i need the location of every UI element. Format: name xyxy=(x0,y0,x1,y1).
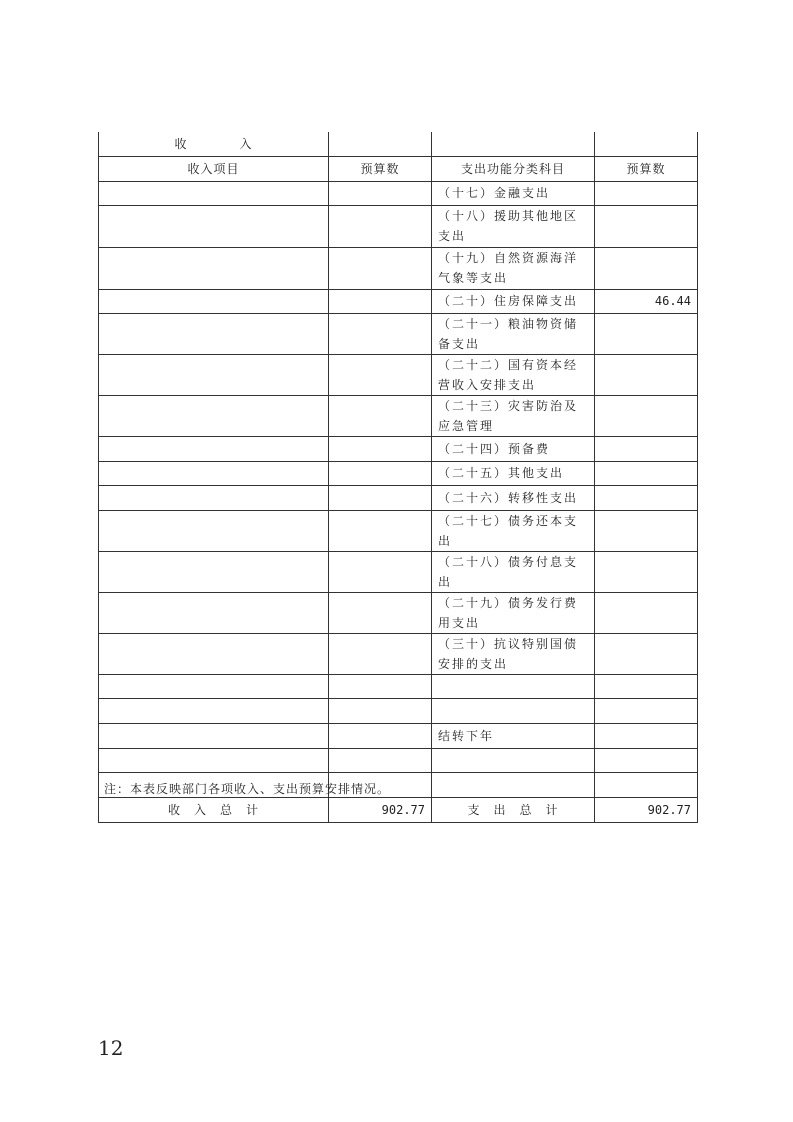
income-budget-cell xyxy=(329,313,432,354)
income-item-cell xyxy=(99,633,329,674)
expense-total-label: 支 出 总 计 xyxy=(432,797,595,822)
expense-function-cell: （三十）抗议特别国债安排的支出 xyxy=(432,633,595,674)
expense-budget-cell: 46.44 xyxy=(595,289,698,313)
expense-function-cell xyxy=(432,674,595,698)
page-number: 12 xyxy=(98,1036,124,1060)
income-budget-cell xyxy=(329,354,432,395)
expense-function-cell: （二十）住房保障支出 xyxy=(432,289,595,313)
table-row xyxy=(99,181,698,205)
table-row xyxy=(99,510,698,551)
expense-budget-cell xyxy=(595,723,698,748)
income-item-cell xyxy=(99,723,329,748)
expense-budget-cell xyxy=(595,354,698,395)
expense-total-value: 902.77 xyxy=(595,797,698,822)
income-total-value: 902.77 xyxy=(329,797,432,822)
income-budget-cell xyxy=(329,748,432,772)
table-row xyxy=(99,698,698,723)
income-item-cell xyxy=(99,181,329,205)
table-row xyxy=(99,485,698,510)
expense-budget-cell xyxy=(595,698,698,723)
expense-budget-cell xyxy=(595,772,698,797)
expense-function-cell xyxy=(432,698,595,723)
table-row xyxy=(99,395,698,436)
expense-function-cell: （二十一）粮油物资储备支出 xyxy=(432,313,595,354)
budget-table xyxy=(98,132,698,823)
expense-function-cell: （十八）援助其他地区支出 xyxy=(432,205,595,247)
expense-function-cell: （二十三）灾害防治及应急管理 xyxy=(432,395,595,436)
expense-function-cell xyxy=(432,748,595,772)
table-row xyxy=(99,461,698,485)
expense-function-cell: （二十五）其他支出 xyxy=(432,461,595,485)
income-item-cell xyxy=(99,247,329,289)
expense-budget-cell xyxy=(595,247,698,289)
table-row xyxy=(99,633,698,674)
table-row xyxy=(99,551,698,592)
income-total-label: 收 入 总 计 xyxy=(99,797,329,822)
expense-function-cell: （二十八）债务付息支出 xyxy=(432,551,595,592)
expense-budget-cell xyxy=(595,674,698,698)
expense-function-cell: （二十九）债务发行费用支出 xyxy=(432,592,595,633)
expense-function-cell: 结转下年 xyxy=(432,723,595,748)
expense-budget-cell xyxy=(595,436,698,461)
expense-function-cell xyxy=(432,772,595,797)
income-item-cell xyxy=(99,485,329,510)
income-budget-cell xyxy=(329,436,432,461)
expense-budget-cell xyxy=(595,205,698,247)
expense-function-cell: （二十二）国有资本经营收入安排支出 xyxy=(432,354,595,395)
column-header-income-item: 收入项目 xyxy=(99,156,329,181)
expense-function-cell: （十七）金融支出 xyxy=(432,181,595,205)
column-header-income-budget: 预算数 xyxy=(329,156,432,181)
income-item-cell xyxy=(99,510,329,551)
income-item-cell xyxy=(99,289,329,313)
column-header-expense-budget: 预算数 xyxy=(595,156,698,181)
expense-function-cell: （二十四）预备费 xyxy=(432,436,595,461)
column-header-expense-function: 支出功能分类科目 xyxy=(432,156,595,181)
income-budget-cell xyxy=(329,289,432,313)
income-item-cell xyxy=(99,748,329,772)
income-budget-cell xyxy=(329,485,432,510)
expense-budget-cell xyxy=(595,551,698,592)
table-row xyxy=(99,436,698,461)
income-budget-cell xyxy=(329,723,432,748)
table-row xyxy=(99,247,698,289)
expense-function-cell: （二十七）债务还本支出 xyxy=(432,510,595,551)
group-header-blank-cell xyxy=(595,132,698,156)
income-item-cell xyxy=(99,674,329,698)
income-budget-cell xyxy=(329,510,432,551)
income-budget-cell xyxy=(329,247,432,289)
income-item-cell xyxy=(99,461,329,485)
table-row xyxy=(99,723,698,748)
column-header-row xyxy=(99,156,698,181)
income-item-cell xyxy=(99,436,329,461)
income-budget-cell xyxy=(329,461,432,485)
group-header-blank-cell xyxy=(329,132,432,156)
income-item-cell xyxy=(99,354,329,395)
income-budget-cell xyxy=(329,633,432,674)
table-row xyxy=(99,748,698,772)
expense-budget-cell xyxy=(595,181,698,205)
table-row xyxy=(99,592,698,633)
income-item-cell xyxy=(99,205,329,247)
income-budget-cell xyxy=(329,181,432,205)
income-item-cell xyxy=(99,313,329,354)
income-budget-cell xyxy=(329,592,432,633)
income-budget-cell xyxy=(329,698,432,723)
income-group-header: 收 入 xyxy=(99,132,329,156)
table-row xyxy=(99,674,698,698)
expense-budget-cell xyxy=(595,748,698,772)
table-footnote: 注：本表反映部门各项收入、支出预算安排情况。 xyxy=(104,782,391,796)
income-item-cell xyxy=(99,592,329,633)
income-item-cell xyxy=(99,551,329,592)
totals-row xyxy=(99,797,698,822)
expense-budget-cell xyxy=(595,510,698,551)
income-budget-cell xyxy=(329,674,432,698)
expense-budget-cell xyxy=(595,485,698,510)
expense-function-cell: （二十六）转移性支出 xyxy=(432,485,595,510)
expense-budget-cell xyxy=(595,592,698,633)
income-budget-cell xyxy=(329,395,432,436)
table-row xyxy=(99,313,698,354)
expense-budget-cell xyxy=(595,313,698,354)
table-row xyxy=(99,354,698,395)
table-row xyxy=(99,289,698,313)
expense-budget-cell xyxy=(595,461,698,485)
income-budget-cell xyxy=(329,205,432,247)
group-header-row xyxy=(99,132,698,156)
expense-budget-cell xyxy=(595,395,698,436)
income-item-cell xyxy=(99,395,329,436)
income-budget-cell xyxy=(329,551,432,592)
group-header-blank-cell xyxy=(432,132,595,156)
expense-function-cell: （十九）自然资源海洋气象等支出 xyxy=(432,247,595,289)
expense-budget-cell xyxy=(595,633,698,674)
table-row xyxy=(99,205,698,247)
income-item-cell xyxy=(99,698,329,723)
